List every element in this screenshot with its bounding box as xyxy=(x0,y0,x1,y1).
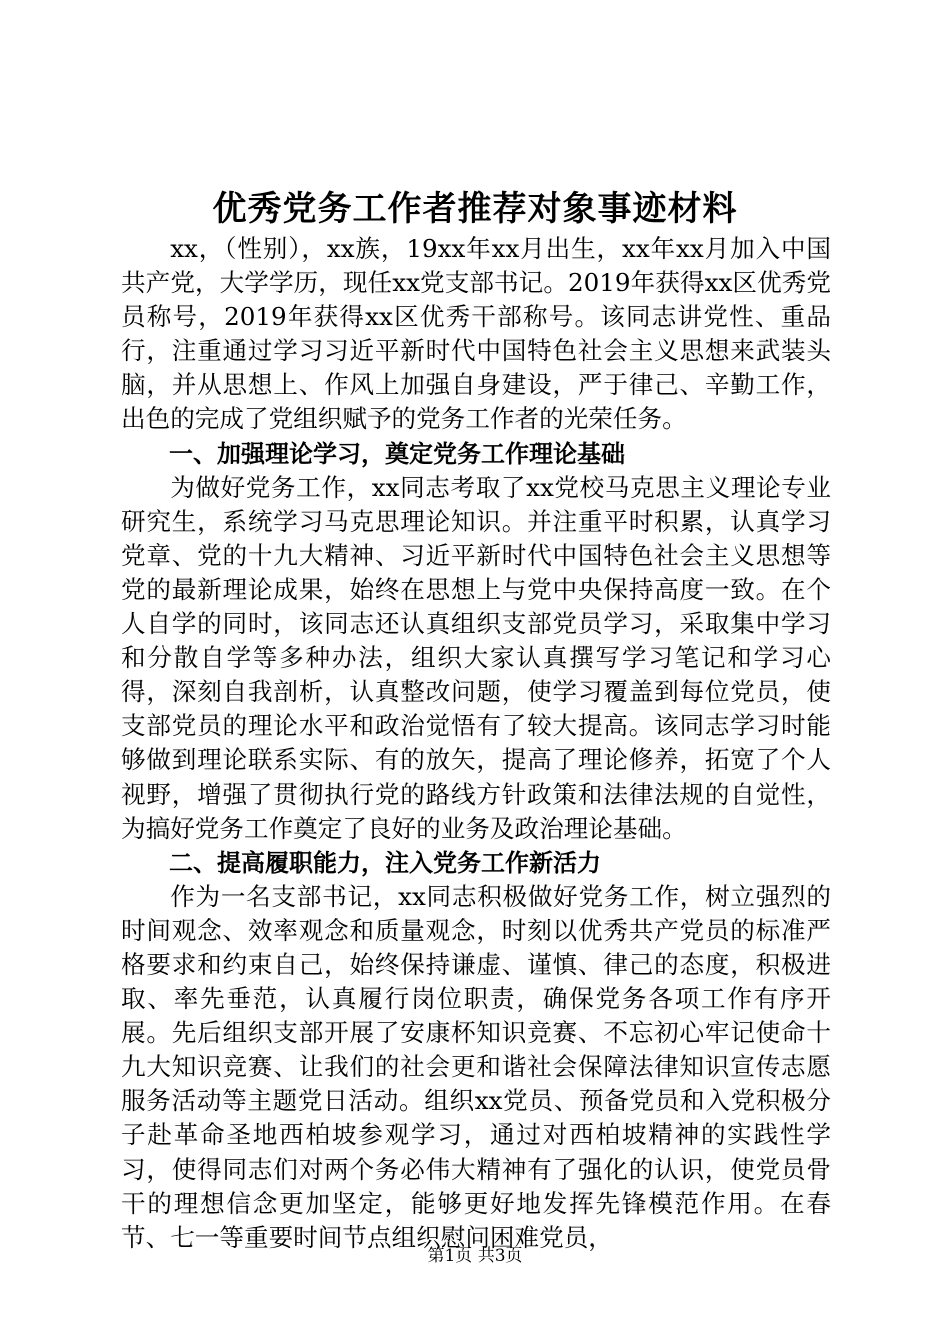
section-2-heading: 二、提高履职能力，注入党务工作新活力 xyxy=(169,848,601,877)
document-body xyxy=(121,232,831,1255)
section-1-heading: 一、加强理论学习，奠定党务工作理论基础 xyxy=(169,439,625,468)
document-title: 优秀党务工作者推荐对象事迹材料 xyxy=(212,189,738,229)
section-2-paragraph: 作为一名支部书记，xx同志积极做好党务工作，树立强烈的时间观念、效率观念和质量观念，时刻以优秀共产党员的标准严格要求和约束自己，始终保持谦虚、谨慎、律己的态度，积极进取、率先垂范，认真履行岗位职责，确保党务各项工作有序开展。先后组织支部开展了安康杯知识竞赛、不忘初心牢记使命十九大知识竞赛、让我们的社会更和谐社会保障法律知识宣传志愿服务活动等主题党日活动。组织xx党员、预备党员和入党积极分子赴革命圣地西柏坡参观学习，通过对西柏坡精神的实践性学习，使得同志们对两个务必伟大精神有了强化的认识，使党员骨干的理想信念更加坚定，能够更好地发挥先锋模范作用。在春节、七一等重要时间节点组织慰问困难党员， xyxy=(121,881,831,1252)
section-1-paragraph: 为做好党务工作，xx同志考取了xx党校马克思主义理论专业研究生，系统学习马克思理论知识。并注重平时积累，认真学习党章、党的十九大精神、习近平新时代中国特色社会主义思想等党的最新理论成果，始终在思想上与党中央保持高度一致。在个人自学的同时，该同志还认真组织支部党员学习，采取集中学习和分散自学等多种办法，组织大家认真撰写学习笔记和学习心得，深刻自我剖析，认真整改问题，使学习覆盖到每位党员，使支部党员的理论水平和政治觉悟有了较大提高。该同志学习时能够做到理论联系实际、有的放矢，提高了理论修养，拓宽了个人视野，增强了贯彻执行党的路线方针政策和法律法规的自觉性，为搞好党务工作奠定了良好的业务及政治理论基础。 xyxy=(121,472,831,843)
page-footer: 第1页 共3页 xyxy=(427,1246,523,1266)
intro-paragraph: xx，（性别），xx族，19xx年xx月出生，xx年xx月加入中国共产党，大学学历，现任xx党支部书记。2019年获得xx区优秀党员称号，2019年获得xx区优秀干部称号。该同志讲党性、重品行，注重通过学习习近平新时代中国特色社会主义思想来武装头脑，并从思想上、作风上加强自身建设，严于律己、辛勤工作，出色的完成了党组织赋予的党务工作者的光荣任务。 xyxy=(121,234,831,434)
